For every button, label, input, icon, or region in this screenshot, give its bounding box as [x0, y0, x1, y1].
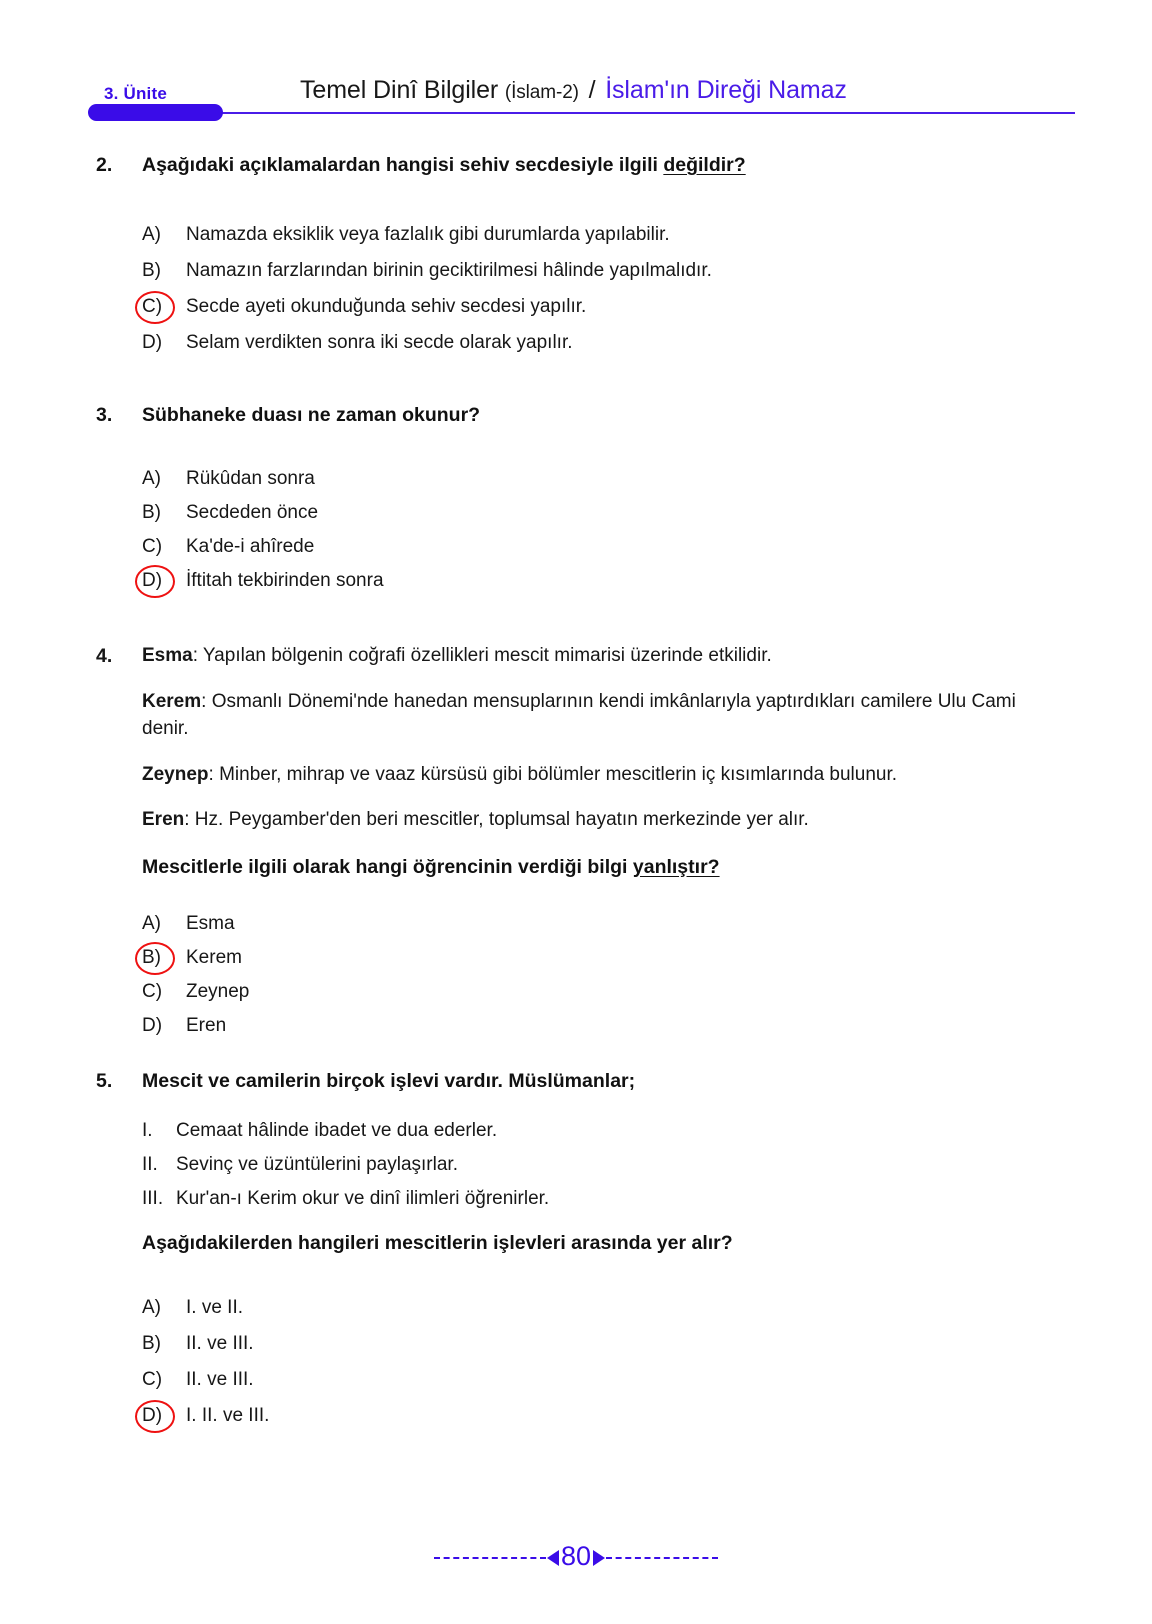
- header-rule: [90, 112, 1075, 114]
- option-letter: D): [142, 570, 163, 592]
- option-letter: A): [142, 913, 161, 935]
- title-subject: İslam'ın Direği Namaz: [605, 76, 847, 104]
- page-footer: [0, 1538, 1152, 1578]
- option-row[interactable]: [0, 941, 1152, 975]
- title-parenthetical: (İslam-2): [504, 82, 579, 103]
- option-row[interactable]: [0, 289, 1152, 325]
- option-letter: B): [142, 260, 161, 282]
- page-header: [0, 72, 1152, 132]
- option-letter: C): [142, 296, 163, 318]
- question-5-prompt: [0, 1068, 1152, 1094]
- option-letter: C): [142, 536, 163, 558]
- speaker-text: : Minber, mihrap ve vaaz kürsüsü gibi bölümler mescitlerin iç kısımlarında bulunur.: [208, 763, 898, 785]
- page-number: 80: [560, 1540, 592, 1571]
- triangle-right-icon: [593, 1550, 605, 1566]
- option-text: II. ve III.: [186, 1332, 254, 1354]
- option-row[interactable]: [0, 253, 1152, 289]
- option-text: Zeynep: [186, 981, 250, 1003]
- option-letter: A): [142, 224, 161, 246]
- option-row[interactable]: [0, 564, 1152, 598]
- question-4-number: 4.: [96, 645, 113, 667]
- header-accent-bar: [88, 104, 223, 121]
- option-text: I. II. ve III.: [186, 1404, 270, 1426]
- title-separator: /: [588, 76, 596, 104]
- question-2-prompt-text: Aşağıdaki açıklamalardan hangisi sehiv secdesiyle ilgili: [142, 154, 664, 176]
- statement-esma: [0, 642, 1152, 670]
- page-title: [300, 76, 847, 105]
- statement-kerem: [0, 688, 1152, 743]
- option-row[interactable]: [0, 462, 1152, 496]
- footer-dash-right: [606, 1557, 718, 1559]
- question-2-prompt-underlined: değildir?: [663, 154, 746, 176]
- question-3-options: [0, 462, 1152, 598]
- speaker-name: Kerem: [142, 690, 202, 712]
- question-3-prompt: [0, 402, 1152, 428]
- question-2-number: 2.: [96, 154, 113, 176]
- option-letter: B): [142, 502, 161, 524]
- option-row[interactable]: [0, 1326, 1152, 1362]
- option-text: Ka'de-i ahîrede: [186, 536, 315, 558]
- question-block-4: [0, 642, 1152, 1043]
- option-text: Namazın farzlarından birinin geciktirilmesi hâlinde yapılmalıdır.: [186, 260, 712, 282]
- option-text: İftitah tekbirinden sonra: [186, 570, 384, 592]
- statement-zeynep: [0, 761, 1152, 789]
- option-row[interactable]: [0, 975, 1152, 1009]
- option-row[interactable]: [0, 1290, 1152, 1326]
- question-5-prompt-text: Mescit ve camilerin birçok işlevi vardır. Müslümanlar;: [142, 1070, 636, 1092]
- option-text: Kerem: [186, 947, 242, 969]
- question-2-options: [0, 217, 1152, 361]
- option-letter: B): [142, 947, 161, 969]
- option-text: II. ve III.: [186, 1368, 254, 1390]
- option-row[interactable]: [0, 1362, 1152, 1398]
- question-5-sub-prompt: Aşağıdakilerden hangileri mescitlerin işlevleri arasında yer alır?: [142, 1232, 733, 1255]
- option-row[interactable]: [0, 325, 1152, 361]
- list-item: [0, 1182, 1152, 1216]
- footer-dash-left: [434, 1557, 546, 1559]
- option-row[interactable]: [0, 1398, 1152, 1434]
- question-block-3: [0, 402, 1152, 598]
- question-2-prompt: [0, 152, 1152, 178]
- question-block-5: [0, 1068, 1152, 1434]
- option-row[interactable]: [0, 1009, 1152, 1043]
- option-letter: D): [142, 1404, 163, 1426]
- roman-numeral: I.: [142, 1120, 153, 1142]
- option-row[interactable]: [0, 530, 1152, 564]
- option-text: Selam verdikten sonra iki secde olarak yapılır.: [186, 332, 573, 354]
- option-text: I. ve II.: [186, 1296, 244, 1318]
- list-item: [0, 1114, 1152, 1148]
- speaker-text: : Yapılan bölgenin coğrafi özellikleri mescit mimarisi üzerinde etkilidir.: [192, 645, 772, 666]
- question-3-prompt-text: Sübhaneke duası ne zaman okunur?: [142, 404, 481, 426]
- question-4-prompt-text: Mescitlerle ilgili olarak hangi öğrencinin verdiği bilgi: [142, 855, 633, 878]
- option-letter: A): [142, 1296, 161, 1318]
- roman-numeral: II.: [142, 1154, 158, 1176]
- speaker-text: : Osmanlı Dönemi'nde hanedan mensuplarının kendi imkânlarıyla yaptırdıkları camilere Ulu Cami denir.: [142, 690, 1016, 740]
- option-row[interactable]: [0, 907, 1152, 941]
- option-letter: B): [142, 1332, 161, 1354]
- question-5-options: [0, 1290, 1152, 1434]
- question-3-number: 3.: [96, 404, 113, 426]
- speaker-name: Zeynep: [142, 763, 209, 785]
- title-main: Temel Dinî Bilgiler: [300, 76, 499, 104]
- option-text: Eren: [186, 1015, 227, 1037]
- speaker-text: : Hz. Peygamber'den beri mescitler, toplumsal hayatın merkezinde yer alır.: [184, 809, 809, 831]
- option-letter: A): [142, 468, 161, 490]
- option-letter: C): [142, 1368, 163, 1390]
- option-text: Secdeden önce: [186, 502, 319, 524]
- list-item: [0, 1148, 1152, 1182]
- option-text: Esma: [186, 913, 235, 935]
- roman-text: Kur'an-ı Kerim okur ve dinî ilimleri öğrenirler.: [176, 1188, 550, 1210]
- roman-numeral: III.: [142, 1188, 164, 1210]
- option-text: Secde ayeti okunduğunda sehiv secdesi yapılır.: [186, 296, 587, 318]
- option-text: Rükûdan sonra: [186, 468, 315, 490]
- roman-text: Sevinç ve üzüntülerini paylaşırlar.: [176, 1154, 458, 1176]
- question-5-roman-list: [0, 1114, 1152, 1216]
- question-4-prompt: [0, 854, 1152, 881]
- question-5-number: 5.: [96, 1070, 113, 1092]
- unit-label: 3. Ünite: [104, 84, 168, 103]
- question-4-prompt-underlined: yanlıştır?: [632, 855, 720, 878]
- speaker-name: Eren: [142, 809, 185, 831]
- question-4-options: [0, 907, 1152, 1043]
- statement-eren: [0, 806, 1152, 834]
- speaker-name: Esma: [142, 645, 193, 666]
- option-letter: C): [142, 981, 163, 1003]
- triangle-left-icon: [547, 1550, 559, 1566]
- option-row[interactable]: [0, 217, 1152, 253]
- roman-text: Cemaat hâlinde ibadet ve dua ederler.: [176, 1120, 498, 1142]
- question-block-2: [0, 152, 1152, 361]
- option-text: Namazda eksiklik veya fazlalık gibi durumlarda yapılabilir.: [186, 224, 670, 246]
- option-letter: D): [142, 1015, 163, 1037]
- option-letter: D): [142, 332, 163, 354]
- option-row[interactable]: [0, 496, 1152, 530]
